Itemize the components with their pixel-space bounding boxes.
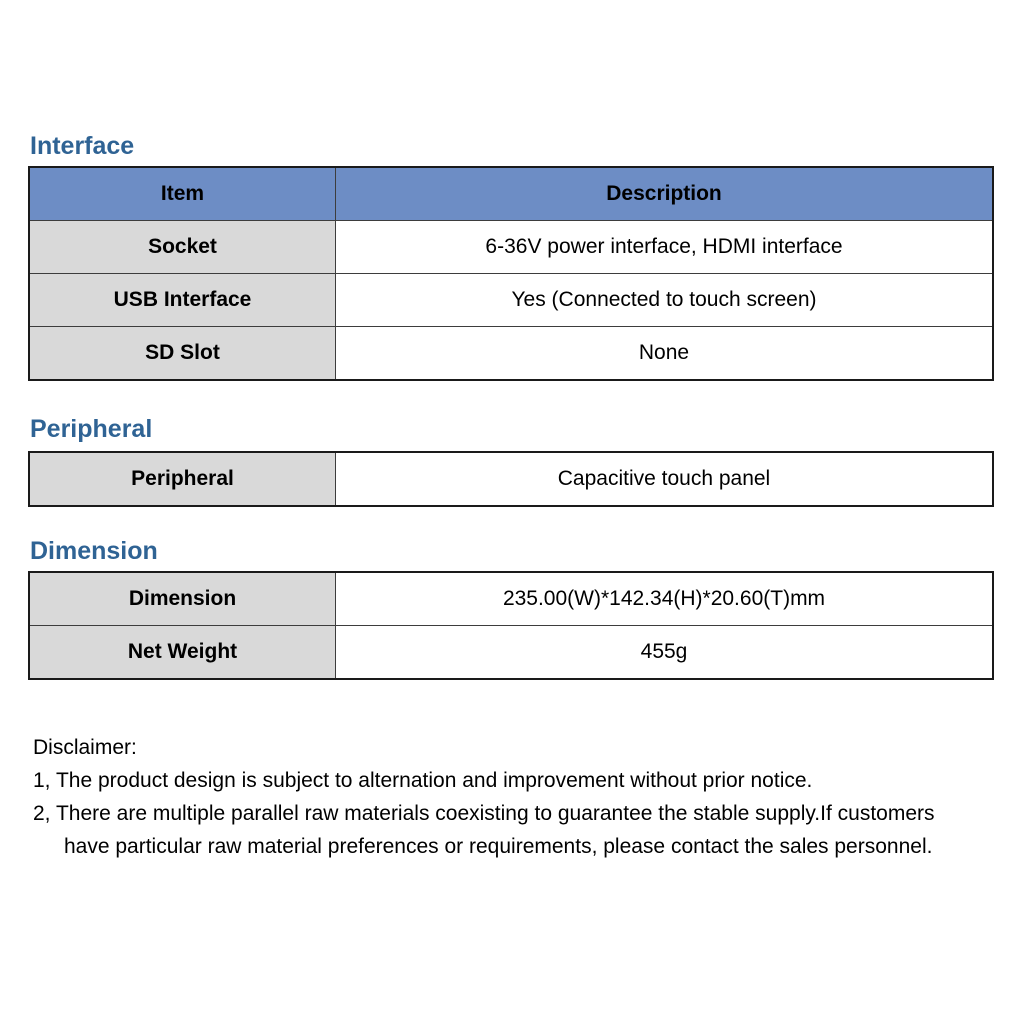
- disclaimer-line-3: have particular raw material preferences or requirements, please contact the sales personnel.: [64, 835, 933, 858]
- table-row: [29, 327, 993, 381]
- row-value-usb-interface: Yes (Connected to touch screen): [336, 274, 994, 327]
- disclaimer-block: [33, 731, 1024, 863]
- section-title-interface: Interface: [30, 132, 135, 160]
- row-label-usb-interface: USB Interface: [29, 274, 336, 327]
- row-label-net-weight: Net Weight: [29, 626, 336, 680]
- interface-table: [28, 166, 994, 381]
- table-row: [29, 572, 993, 626]
- table-row: [29, 274, 993, 327]
- row-label-dimension: Dimension: [29, 572, 336, 626]
- table-header-row: [29, 167, 993, 221]
- row-value-dimension: 235.00(W)*142.34(H)*20.60(T)mm: [336, 572, 994, 626]
- section-title-peripheral: Peripheral: [30, 415, 153, 443]
- table-row: [29, 626, 993, 680]
- row-value-net-weight: 455g: [336, 626, 994, 680]
- disclaimer-line-1: 1, The product design is subject to alternation and improvement without prior notice.: [33, 769, 813, 792]
- table-row: [29, 221, 993, 274]
- disclaimer-title: Disclaimer:: [33, 736, 137, 759]
- peripheral-table: [28, 451, 994, 507]
- section-title-dimension: Dimension: [30, 537, 158, 565]
- row-label-peripheral: Peripheral: [29, 452, 336, 506]
- row-label-socket: Socket: [29, 221, 336, 274]
- disclaimer-line-2: 2, There are multiple parallel raw materials coexisting to guarantee the stable supply.If customers: [33, 802, 935, 825]
- column-header-description: Description: [336, 167, 994, 221]
- row-value-peripheral: Capacitive touch panel: [336, 452, 994, 506]
- column-header-item: Item: [29, 167, 336, 221]
- dimension-table: [28, 571, 994, 680]
- row-value-socket: 6-36V power interface, HDMI interface: [336, 221, 994, 274]
- row-value-sd-slot: None: [336, 327, 994, 381]
- row-label-sd-slot: SD Slot: [29, 327, 336, 381]
- table-row: [29, 452, 993, 506]
